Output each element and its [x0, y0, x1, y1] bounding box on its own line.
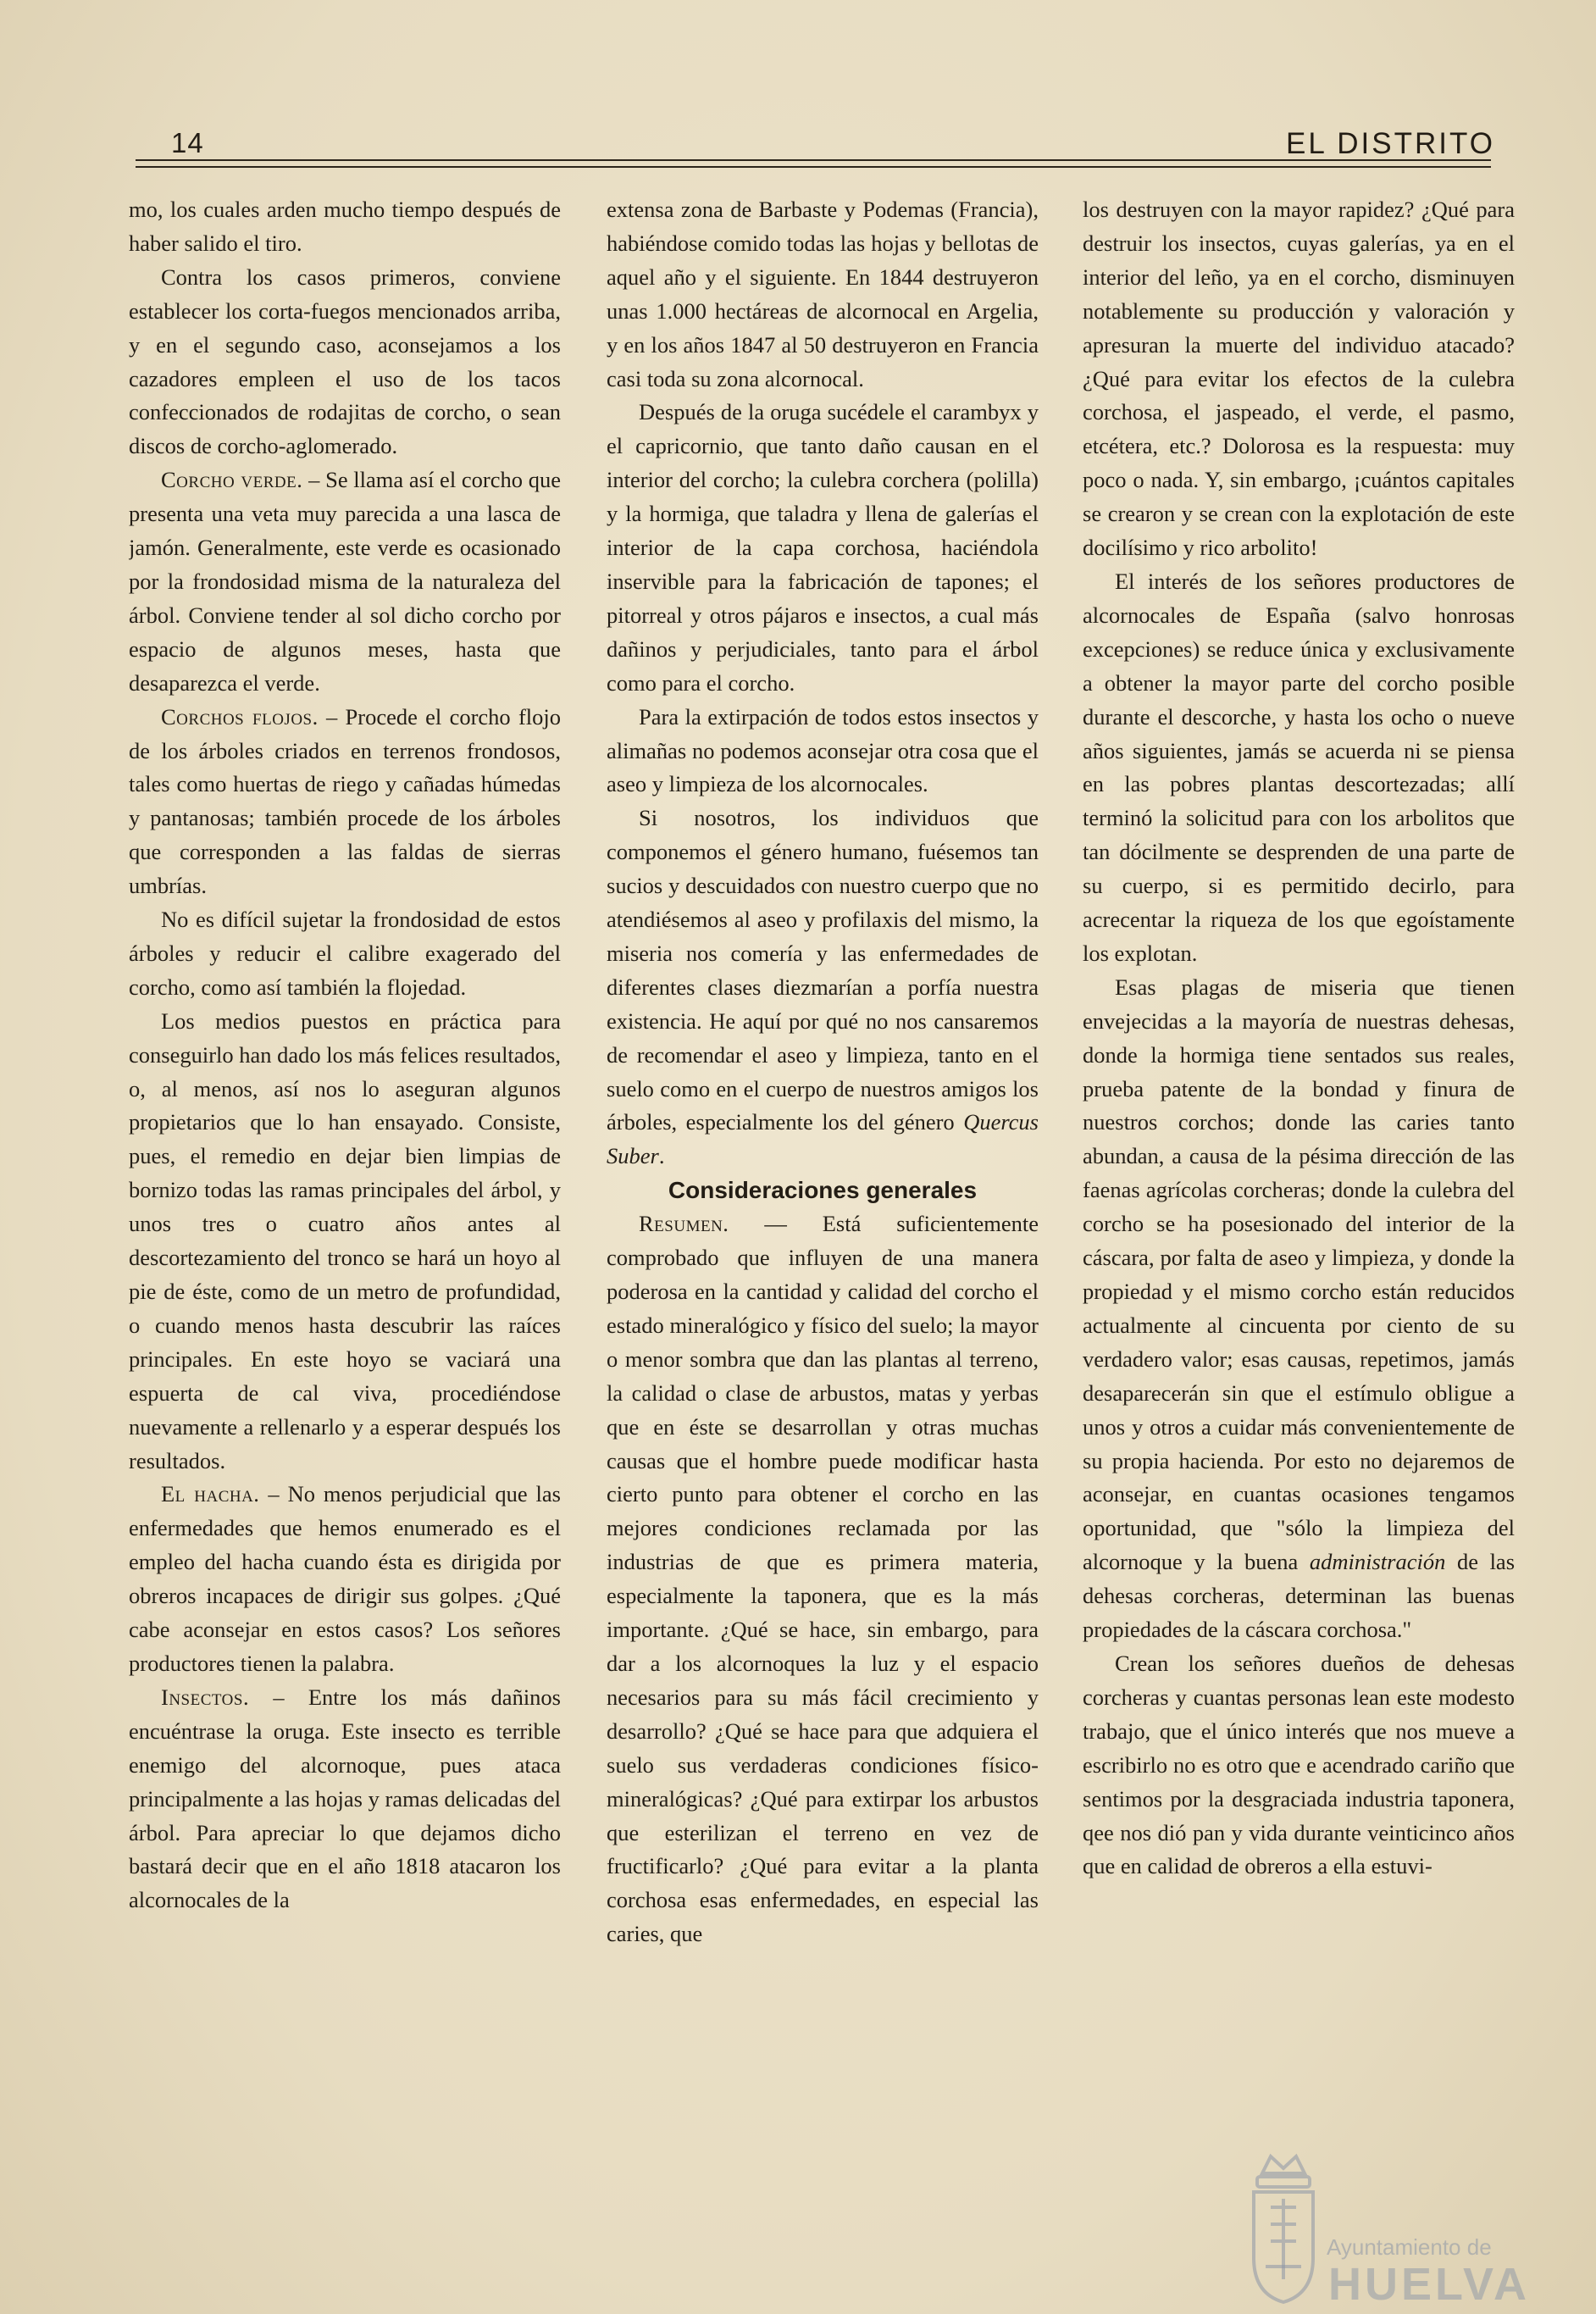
paragraph-text: – Se llama así el corcho que presenta una veta muy parecida a una lasca de jamón. Generalmente, este verde es ocasionado por la frondosidad misma de la naturaleza del árbol. Conviene tender al sol dicho corcho por espacio de algunos meses, hasta que desaparezca el verde.: [129, 467, 561, 696]
paragraph-text: Esas plagas de miseria que tienen envejecidas a la mayoría de nuestras dehesas, donde la hormiga tiene sentados sus reales, prueba patente de la bondad y finura de nuestros corchos; donde las caries tanto abundan, a causa de la pésima dirección de las faenas agrícolas corcheras; donde la culebra del corcho se ha posesionado del interior de la cáscara, por falta de aseo y limpieza, y donde la propiedad y el mismo corcho están reducidos actualmente al cincuenta por ciento de su verdadero valor; esas causas, repetimos, jamás desaparecerán sin que el estímulo obligue a unos y otros a cuidar más convenientemente de su propia hacienda. Por esto no dejaremos de aconsejar, en cuantas ocasiones tengamos oportunidad, que "sólo la limpieza del alcornoque y la buena: [1083, 974, 1515, 1575]
header-rule-top: [136, 159, 1491, 161]
subsection-label: Insectos.: [161, 1684, 250, 1710]
emphasized-word: administración: [1309, 1549, 1446, 1575]
page-header: [136, 127, 1495, 169]
subsection-label: Resumen.: [639, 1211, 729, 1237]
paragraph: [129, 701, 561, 903]
page-number: 14: [171, 127, 204, 158]
coat-of-arms-icon: [1245, 2139, 1322, 2305]
paragraph: mo, los cuales arden mucho tiempo después de haber salido el tiro.: [129, 197, 561, 256]
paragraph: Para la extirpación de todos estos insectos y alimañas no podemos aconsejar otra cosa que el aseo y limpieza de los alcornocales.: [607, 703, 1039, 797]
paragraph-text: .: [658, 1143, 665, 1169]
subsection-label: El hacha.: [161, 1481, 260, 1507]
paragraph: El interés de los señores productores de alcornocales de España (salvo honrosas excepciones) se reduce única y exclusivamente a obtener la mayor parte del corcho posible durante el descorche, y hasta los ocho o nueve años siguientes, jamás se acuerda ni se piensa en las pobres plantas descortezadas; allí terminó la solicitud para con los arbolitos que tan dócilmente se desprenden de una parte de su cuerpo, si es permitido decirlo, para acrecentar la riqueza de los que egoístamente los explotan.: [1083, 568, 1515, 966]
species-name: Quercus Suber: [607, 1109, 1039, 1169]
section-heading: Consideraciones generales: [668, 1177, 978, 1204]
paragraph: Contra los casos primeros, conviene establecer los corta-fuegos mencionados arriba, y en el segundo caso, aconsejamos a los cazadores empleen el uso de los tacos confeccionados de rodajitas de corcho, o sean discos de corcho-aglomerado.: [129, 264, 561, 459]
paragraph-text: – No menos perjudicial que las enfermedades que hemos enumerado es el empleo del hacha cuando ésta es dirigida por obreros incapaces de dirigir sus golpes. ¿Qué cabe aconsejar en estos casos? Los señores productores tienen la palabra.: [129, 1481, 561, 1676]
paragraph: Crean los señores dueños de dehesas corcheras y cuantas personas lean este modesto trabajo, que el único interés que nos mueve a escribirlo no es otro que e acendrado cariño que sentimos por la desgraciada industria taponera, qee nos dió pan y vida durante veinticinco años que en calidad de obreros a ella estuvi-: [1083, 1650, 1515, 1879]
header-rule-bottom: [136, 166, 1491, 168]
watermark-line-1: Ayuntamiento de: [1327, 2234, 1492, 2260]
subsection-label: Corchos flojos.: [161, 703, 319, 730]
paragraph: [129, 1478, 561, 1680]
subsection-label: Corcho verde.: [161, 467, 303, 493]
paragraph-text: de las dehesas corcheras, determinan las buenas propiedades de la cáscara corchosa.": [1083, 1549, 1515, 1643]
paragraph: Los medios puestos en práctica para conseguirlo han dado los más felices resultados, o, al menos, así nos lo aseguran algunos propietarios que lo han ensayado. Consiste, pues, el remedio en dejar bien limpias de bornizo todas las ramas principales del árbol, y unos tres o cuatro años antes al descortezamiento del tronco se hará un hoyo al pie de éste, como de un metro de profundidad, o cuando menos hasta descubrir las raíces principales. En este hoyo se vaciará una espuerta de cal viva, procediéndose nuevamente a rellenarlo y a esperar después los resultados.: [129, 1007, 561, 1473]
paragraph: No es difícil sujetar la frondosidad de estos árboles y reducir el calibre exagerado del corcho, como así también la flojedad.: [129, 907, 561, 1000]
paragraph: [607, 1207, 1039, 1951]
archive-watermark: [1245, 2139, 1576, 2309]
text-column-2: [607, 193, 1039, 2167]
paragraph: [1083, 971, 1515, 1647]
paragraph-text: – Entre los más dañinos encuéntrase la oruga. Este insecto es terrible enemigo del alcornoque, pues ataca principalmente a las hojas y ramas delicadas del árbol. Para apreciar lo que dejamos dicho bastará decir que en el año 1818 atacaron los alcornocales de la: [129, 1684, 561, 1913]
paragraph: [129, 463, 561, 700]
paragraph-text: – Procede el corcho flojo de los árboles criados en terrenos frondosos, tales como huertas de riego y cañadas húmedas y pantanosas; también procede de los árboles que corresponden a las faldas de sierras umbrías.: [129, 703, 561, 899]
paragraph-text: Si nosotros, los individuos que componemos el género humano, fuésemos tan sucios y descuidados con nuestro cuerpo que no atendiésemos al aseo y profilaxis del mismo, la miseria nos comería y las enfermedades de diferentes clases diezmarían a porfía nuestra existencia. He aquí por qué no nos cansaremos de recomendar el aseo y limpieza, tanto en el suelo como en el cuerpo de nuestros amigos los árboles, especialmente los del género: [607, 805, 1039, 1135]
text-column-3: [1083, 193, 1515, 2167]
watermark-line-2: HUELVA: [1328, 2259, 1530, 2310]
paragraph: [607, 802, 1039, 1174]
paragraph: los destruyen con la mayor rapidez? ¿Qué para destruir los insectos, cuyas galerías, ya en el interior del leño, ya en el corcho, disminuyen notablemente su producción y valoración y apresuran la muerte del individuo atacado? ¿Qué para evitar los efectos de la culebra corchosa, el jaspeado, el verde, el pasmo, etcétera, etc.? Dolorosa es la respuesta: muy poco o nada. Y, sin embargo, ¡cuántos capitales se crearon y se crean con la explotación de este docilísimo y rico arbolito!: [1083, 197, 1515, 561]
paragraph-text: — Está suficientemente comprobado que influyen de una manera poderosa en la cantidad y calidad del corcho el estado mineralógico y físico del suelo; la mayor o menor sombra que dan las plantas al terreno, la calidad o clase de arbustos, matas y yerbas que en éste se desarrollan y otras muchas causas que el hombre puede modificar hasta cierto punto para obtener el corcho en las mejores condiciones reclamada por las industrias de que es primera materia, especialmente la taponera, que es la más importante. ¿Qué se hace, sin embargo, para dar a los alcornoques la luz y el espacio necesarios para su más fácil crecimiento y desarrollo? ¿Qué se hace para que adquiera el suelo sus verdaderas condiciones físico-mineralógicas? ¿Qué para extirpar los arbustos que esterilizan el terreno en vez de fructificarlo? ¿Qué para evitar a la planta corchosa esas enfermedades, en especial las caries, que: [607, 1211, 1039, 1947]
journal-title: EL DISTRITO: [1286, 127, 1495, 160]
paragraph: Después de la oruga sucédele el carambyx y el capricornio, que tanto daño causan en el interior del corcho; la culebra corchera (polilla) y la hormiga, que taladra y llena de galerías el interior de la capa corchosa, haciéndola inservible para la fabricación de tapones; el pitorreal y otros pájaros e insectos, a cual más dañinos y perjudiciales, tanto para el árbol como para el corcho.: [607, 399, 1039, 696]
paragraph: extensa zona de Barbaste y Podemas (Francia), habiéndose comido todas las hojas y bellotas de aquel año y el siguiente. En 1844 destruyeron unas 1.000 hectáreas de alcornocal en Argelia, y en los años 1847 al 50 destruyeron en Francia casi toda su zona alcornocal.: [607, 197, 1039, 391]
paragraph: [129, 1681, 561, 1917]
text-column-1: [129, 193, 561, 2167]
